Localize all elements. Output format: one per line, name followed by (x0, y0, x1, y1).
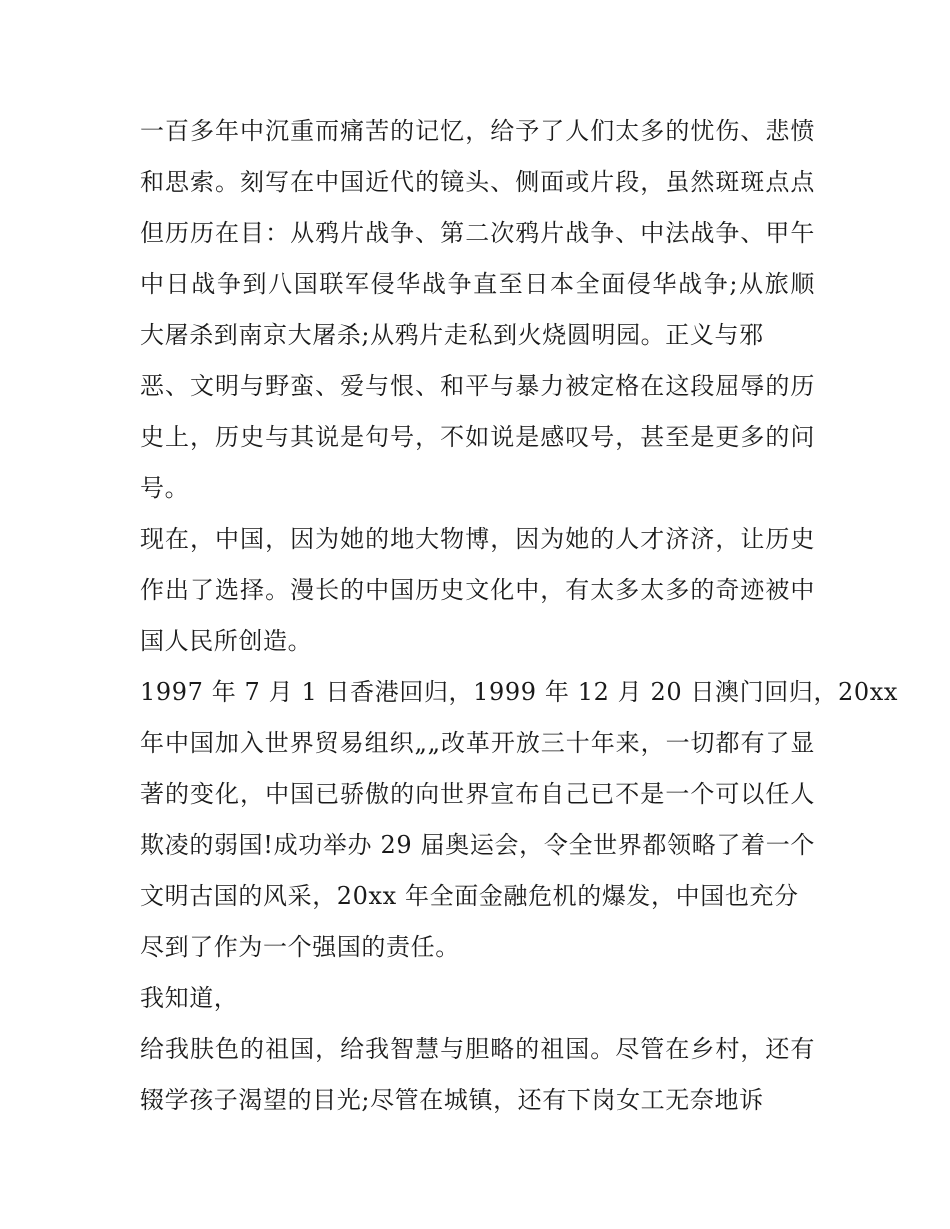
text-line: 辍学孩子渴望的目光;尽管在城镇，还有下岗女工无奈地诉 (140, 1086, 764, 1114)
text-line: 文明古国的风采，20xx 年全面金融危机的爆发，中国也充分 (140, 882, 799, 910)
text-line: 中日战争到八国联军侵华战争直至日本全面侵华战争;从旅顺 (140, 270, 815, 298)
text-line: 大屠杀到南京大屠杀;从鸦片走私到火烧圆明园。正义与邪 (140, 321, 764, 349)
text-line: 作出了选择。漫长的中国历史文化中，有太多太多的奇迹被中 (140, 576, 815, 604)
text-line: 但历历在目：从鸦片战争、第二次鸦片战争、中法战争、甲午 (140, 219, 815, 247)
text-line: 和思索。刻写在中国近代的镜头、侧面或片段，虽然斑斑点点 (140, 168, 815, 196)
text-line: 现在，中国，因为她的地大物博，因为她的人才济济，让历史 (140, 525, 815, 553)
text-line: 我知道， (140, 984, 239, 1012)
text-line: 恶、文明与野蛮、爱与恨、和平与暴力被定格在这段屈辱的历 (140, 372, 815, 400)
text-line: 年中国加入世界贸易组织„„改革开放三十年来，一切都有了显 (140, 729, 815, 757)
document-body (140, 106, 899, 1126)
text-line: 号。 (140, 474, 190, 502)
text-line: 著的变化，中国已骄傲的向世界宣布自己已不是一个可以任人 (140, 780, 815, 808)
text-line: 欺凌的弱国!成功举办 29 届奥运会，令全世界都领略了着一个 (140, 831, 815, 859)
text-line: 国人民所创造。 (140, 627, 313, 655)
text-line: 给我肤色的祖国，给我智慧与胆略的祖国。尽管在乡村，还有 (140, 1035, 815, 1063)
text-line: 尽到了作为一个强国的责任。 (140, 933, 460, 961)
text-line: 一百多年中沉重而痛苦的记忆，给予了人们太多的忧伤、悲愤 (140, 117, 815, 145)
text-line: 1997 年 7 月 1 日香港回归，1999 年 12 月 20 日澳门回归，20xx (140, 678, 899, 706)
text-line: 史上，历史与其说是句号，不如说是感叹号，甚至是更多的问 (140, 423, 815, 451)
